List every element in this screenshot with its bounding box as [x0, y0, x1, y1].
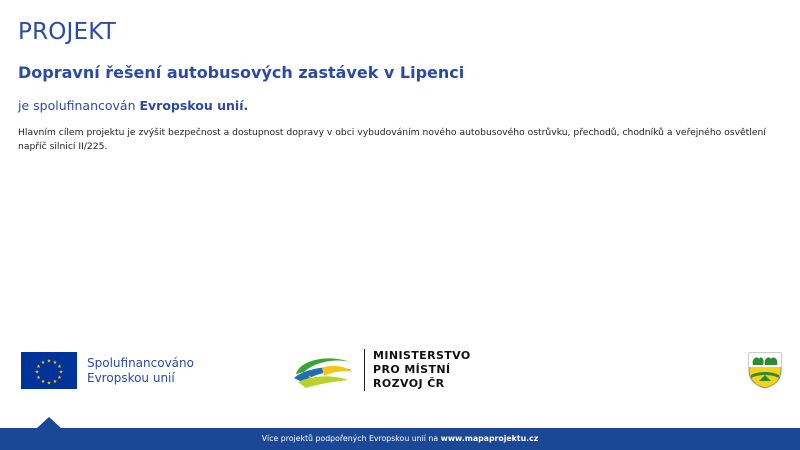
footer-bar: [0, 428, 800, 450]
project-description: Hlavním cílem projektu je zvýšit bezpečnost a dostupnost dopravy v obci vybudováním nového autobusového ostrůvku, přechodů, chodníků a veřejného osvětlení napříč silnicí II/225.: [18, 127, 766, 152]
cofinancing-prefix: je spolufinancován: [18, 98, 140, 113]
lipenec-coat-of-arms: [747, 351, 783, 389]
svg-text:★: ★: [36, 364, 41, 370]
ministry-logo: [292, 349, 471, 391]
svg-text:★: ★: [57, 375, 62, 381]
svg-text:★: ★: [52, 379, 58, 385]
eu-stars-graphic: [21, 352, 77, 389]
ministry-divider: [364, 349, 365, 391]
eu-cofinancing-logo: [21, 352, 194, 389]
eu-logo-line2: Evropskou unií: [87, 370, 175, 385]
svg-text:★: ★: [52, 360, 58, 366]
svg-text:★: ★: [57, 364, 62, 370]
svg-text:★: ★: [308, 374, 312, 379]
svg-text:★: ★: [318, 377, 322, 382]
ministry-emblem-icon: [292, 350, 354, 390]
svg-text:★: ★: [40, 360, 46, 366]
svg-text:★: ★: [58, 369, 64, 376]
cofinancing-bold: Evropskou unií.: [139, 98, 249, 113]
svg-text:★: ★: [34, 369, 40, 376]
svg-text:★: ★: [40, 379, 46, 385]
eu-logo-text: [87, 356, 194, 386]
footer-link[interactable]: www.mapaprojektu.cz: [440, 434, 539, 443]
ministry-line2: PRO MÍSTNÍ: [373, 363, 451, 376]
municipality-crest-icon: [747, 351, 783, 393]
project-title: Dopravní řešení autobusových zastávek v Lipenci: [18, 63, 465, 82]
svg-text:★: ★: [46, 380, 52, 387]
cofinancing-statement: [18, 98, 248, 113]
footer-tab-marker: [37, 417, 61, 428]
eu-logo-line1: Spolufinancováno: [87, 355, 194, 370]
footer-prefix: Více projektů podpořených Evropskou unií na: [261, 434, 441, 443]
page-kicker: PROJEKT: [18, 19, 117, 45]
ministry-name: [373, 349, 471, 391]
svg-text:★: ★: [313, 376, 317, 381]
svg-text:★: ★: [46, 358, 52, 365]
eu-flag-icon: [21, 352, 77, 389]
ministry-line3: ROZVOJ ČR: [373, 377, 445, 390]
svg-text:★: ★: [36, 375, 41, 381]
ministry-line1: MINISTERSTVO: [373, 349, 471, 362]
